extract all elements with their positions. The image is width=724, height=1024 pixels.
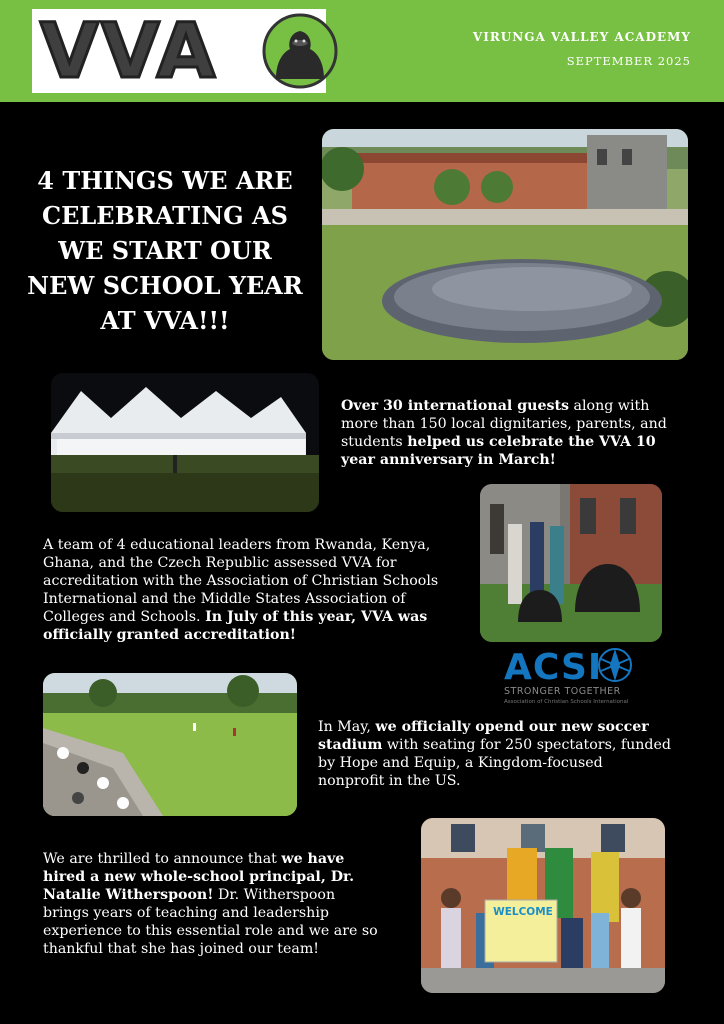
principal-text-b: Dr. Witherspoon brings years of teaching and leadership experience to this essential role and we are so thankful that she has joined our team! [43, 887, 378, 957]
acsi-subtitle: Association of Christian Schools International [504, 699, 629, 705]
stadium-text-a: In May, [318, 719, 376, 735]
accreditation-bold-text: In July of this year, VVA was officially granted accreditation! [43, 609, 428, 643]
acsi-logo-word: ACSI [504, 647, 603, 688]
gorilla-logo-icon [262, 13, 338, 89]
welcome-principal-photo [421, 818, 665, 993]
accreditation-text: A team of 4 educational leaders from Rwanda, Kenya, Ghana, and the Czech Republic assessed VVA for accreditation with the Association of Christian Schools International and the Middle States Association of Colleges and Schools. [43, 537, 439, 625]
soccer-stadium-photo [43, 673, 297, 816]
headline: 4 THINGS WE ARE CELEBRATING AS WE START OUR NEW SCHOOL YEAR AT VVA!!! [27, 166, 303, 335]
gorilla-statues-photo [480, 484, 662, 642]
stadium-paragraph [318, 718, 673, 790]
welcome-sign-text: WELCOME [493, 906, 553, 918]
anniversary-tent-photo [51, 373, 319, 512]
issue-date: SEPTEMBER 2025 [566, 54, 691, 68]
principal-text-a: We are thrilled to announce that [43, 851, 282, 867]
principal-bold-text: we have hired a new whole-school principal, Dr. Natalie Witherspoon! [43, 851, 355, 903]
acsi-tagline: STRONGER TOGETHER [504, 686, 621, 697]
acsi-logo [502, 645, 642, 711]
guests-bold-text: Over 30 international guests [341, 398, 570, 414]
header-banner [0, 0, 724, 102]
vva-logo [32, 6, 326, 95]
school-name: VIRUNGA VALLEY ACADEMY [472, 30, 691, 44]
school-group-photo [322, 129, 688, 360]
anniversary-paragraph [341, 397, 686, 469]
accreditation-paragraph [43, 536, 471, 644]
logo-text: VVA [40, 6, 218, 95]
stadium-bold-text: we officially opend our new soccer stadium [318, 719, 649, 753]
acsi-star-icon [594, 645, 636, 685]
principal-paragraph [43, 850, 383, 958]
stadium-text-b: with seating for 250 spectators, funded by Hope and Equip, a Kingdom-focused nonprofit in the US. [318, 737, 671, 789]
celebrate-bold-text: helped us celebrate the VVA 10 year anniversary in March! [341, 434, 656, 468]
guests-text: along with more than 150 local dignitaries, parents, and students [341, 398, 667, 450]
